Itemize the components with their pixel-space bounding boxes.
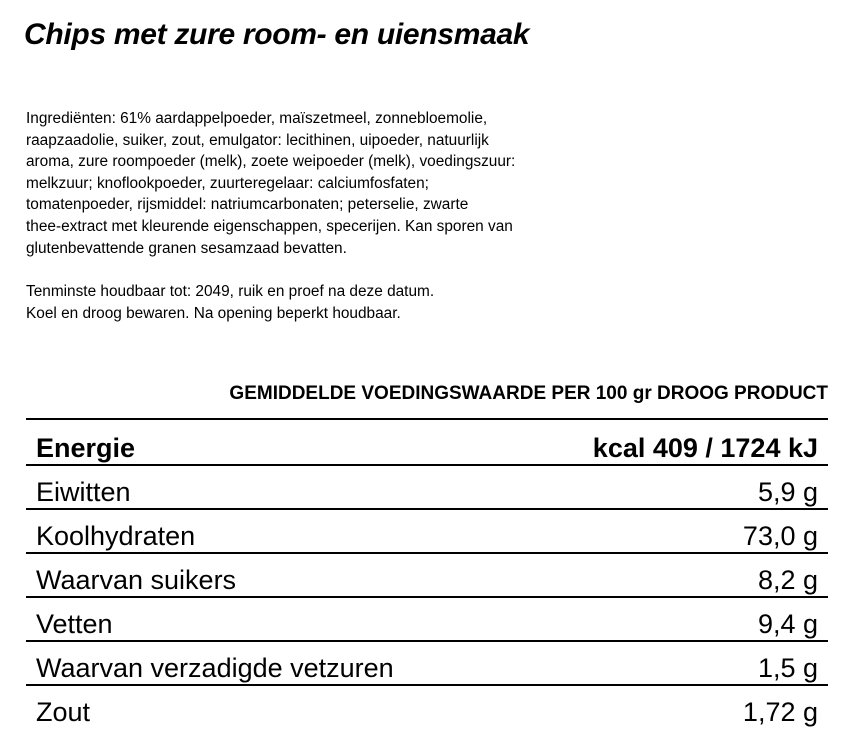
nutrient-value: 8,2 g: [512, 553, 828, 597]
storage-text: [26, 281, 686, 324]
ingredients-line: thee-extract met kleurende eigenschappen, specerijen. Kan sporen van: [26, 217, 513, 235]
nutrient-value: 1,72 g: [742, 697, 818, 727]
storage-instructions-line: Koel en droog bewaren. Na opening beperkt houdbaar.: [26, 304, 401, 322]
nutrient-value: 73,0 g: [512, 509, 828, 553]
product-title: Chips met zure room- en uiensmaak: [24, 18, 530, 51]
nutrient-value: kcal 409 / 1724 kJ: [512, 419, 828, 465]
table-row: [26, 465, 828, 509]
nutrition-header: GEMIDDELDE VOEDINGSWAARDE PER 100 gr DROOG PRODUCT: [229, 383, 828, 404]
best-before-line: Tenminste houdbaar tot: 2049, ruik en proef na deze datum.: [26, 283, 435, 300]
nutrient-name: Koolhydraten: [26, 509, 512, 553]
ingredients-text: [26, 108, 686, 259]
table-row: [26, 553, 828, 597]
nutrient-name: Vetten: [26, 597, 512, 641]
ingredients-line: melkzuur; knoflookpoeder, zuurteregelaar: calciumfosfaten;: [26, 174, 429, 192]
table-row: [26, 597, 828, 641]
table-row: [26, 641, 828, 685]
nutrient-name: Zout: [36, 697, 91, 727]
nutrient-name: Waarvan verzadigde vetzuren: [26, 641, 512, 685]
nutrient-value: 9,4 g: [512, 597, 828, 641]
nutrient-name: Energie: [26, 419, 512, 465]
nutrient-value: 5,9 g: [512, 465, 828, 509]
nutrient-value: 1,5 g: [512, 641, 828, 685]
ingredients-line: glutenbevattende granen sesamzaad bevatten.: [26, 239, 347, 257]
nutrition-table: [26, 418, 828, 728]
ingredients-line: tomatenpoeder, rijsmiddel: natriumcarbonaten; peterselie, zwarte: [26, 196, 469, 214]
ingredients-line: Ingrediënten: 61% aardappelpoeder, maïszetmeel, zonnebloemolie,: [26, 110, 488, 127]
table-row: [26, 509, 828, 553]
table-row: [26, 685, 828, 728]
ingredients-line: aroma, zure roompoeder (melk), zoete weipoeder (melk), voedingszuur:: [26, 153, 516, 171]
table-row: [26, 419, 828, 465]
ingredients-line: raapzaadolie, suiker, zout, emulgator: lecithinen, uipoeder, natuurlijk: [26, 131, 489, 149]
nutrient-name: Eiwitten: [26, 465, 512, 509]
nutrient-name: Waarvan suikers: [26, 553, 512, 597]
